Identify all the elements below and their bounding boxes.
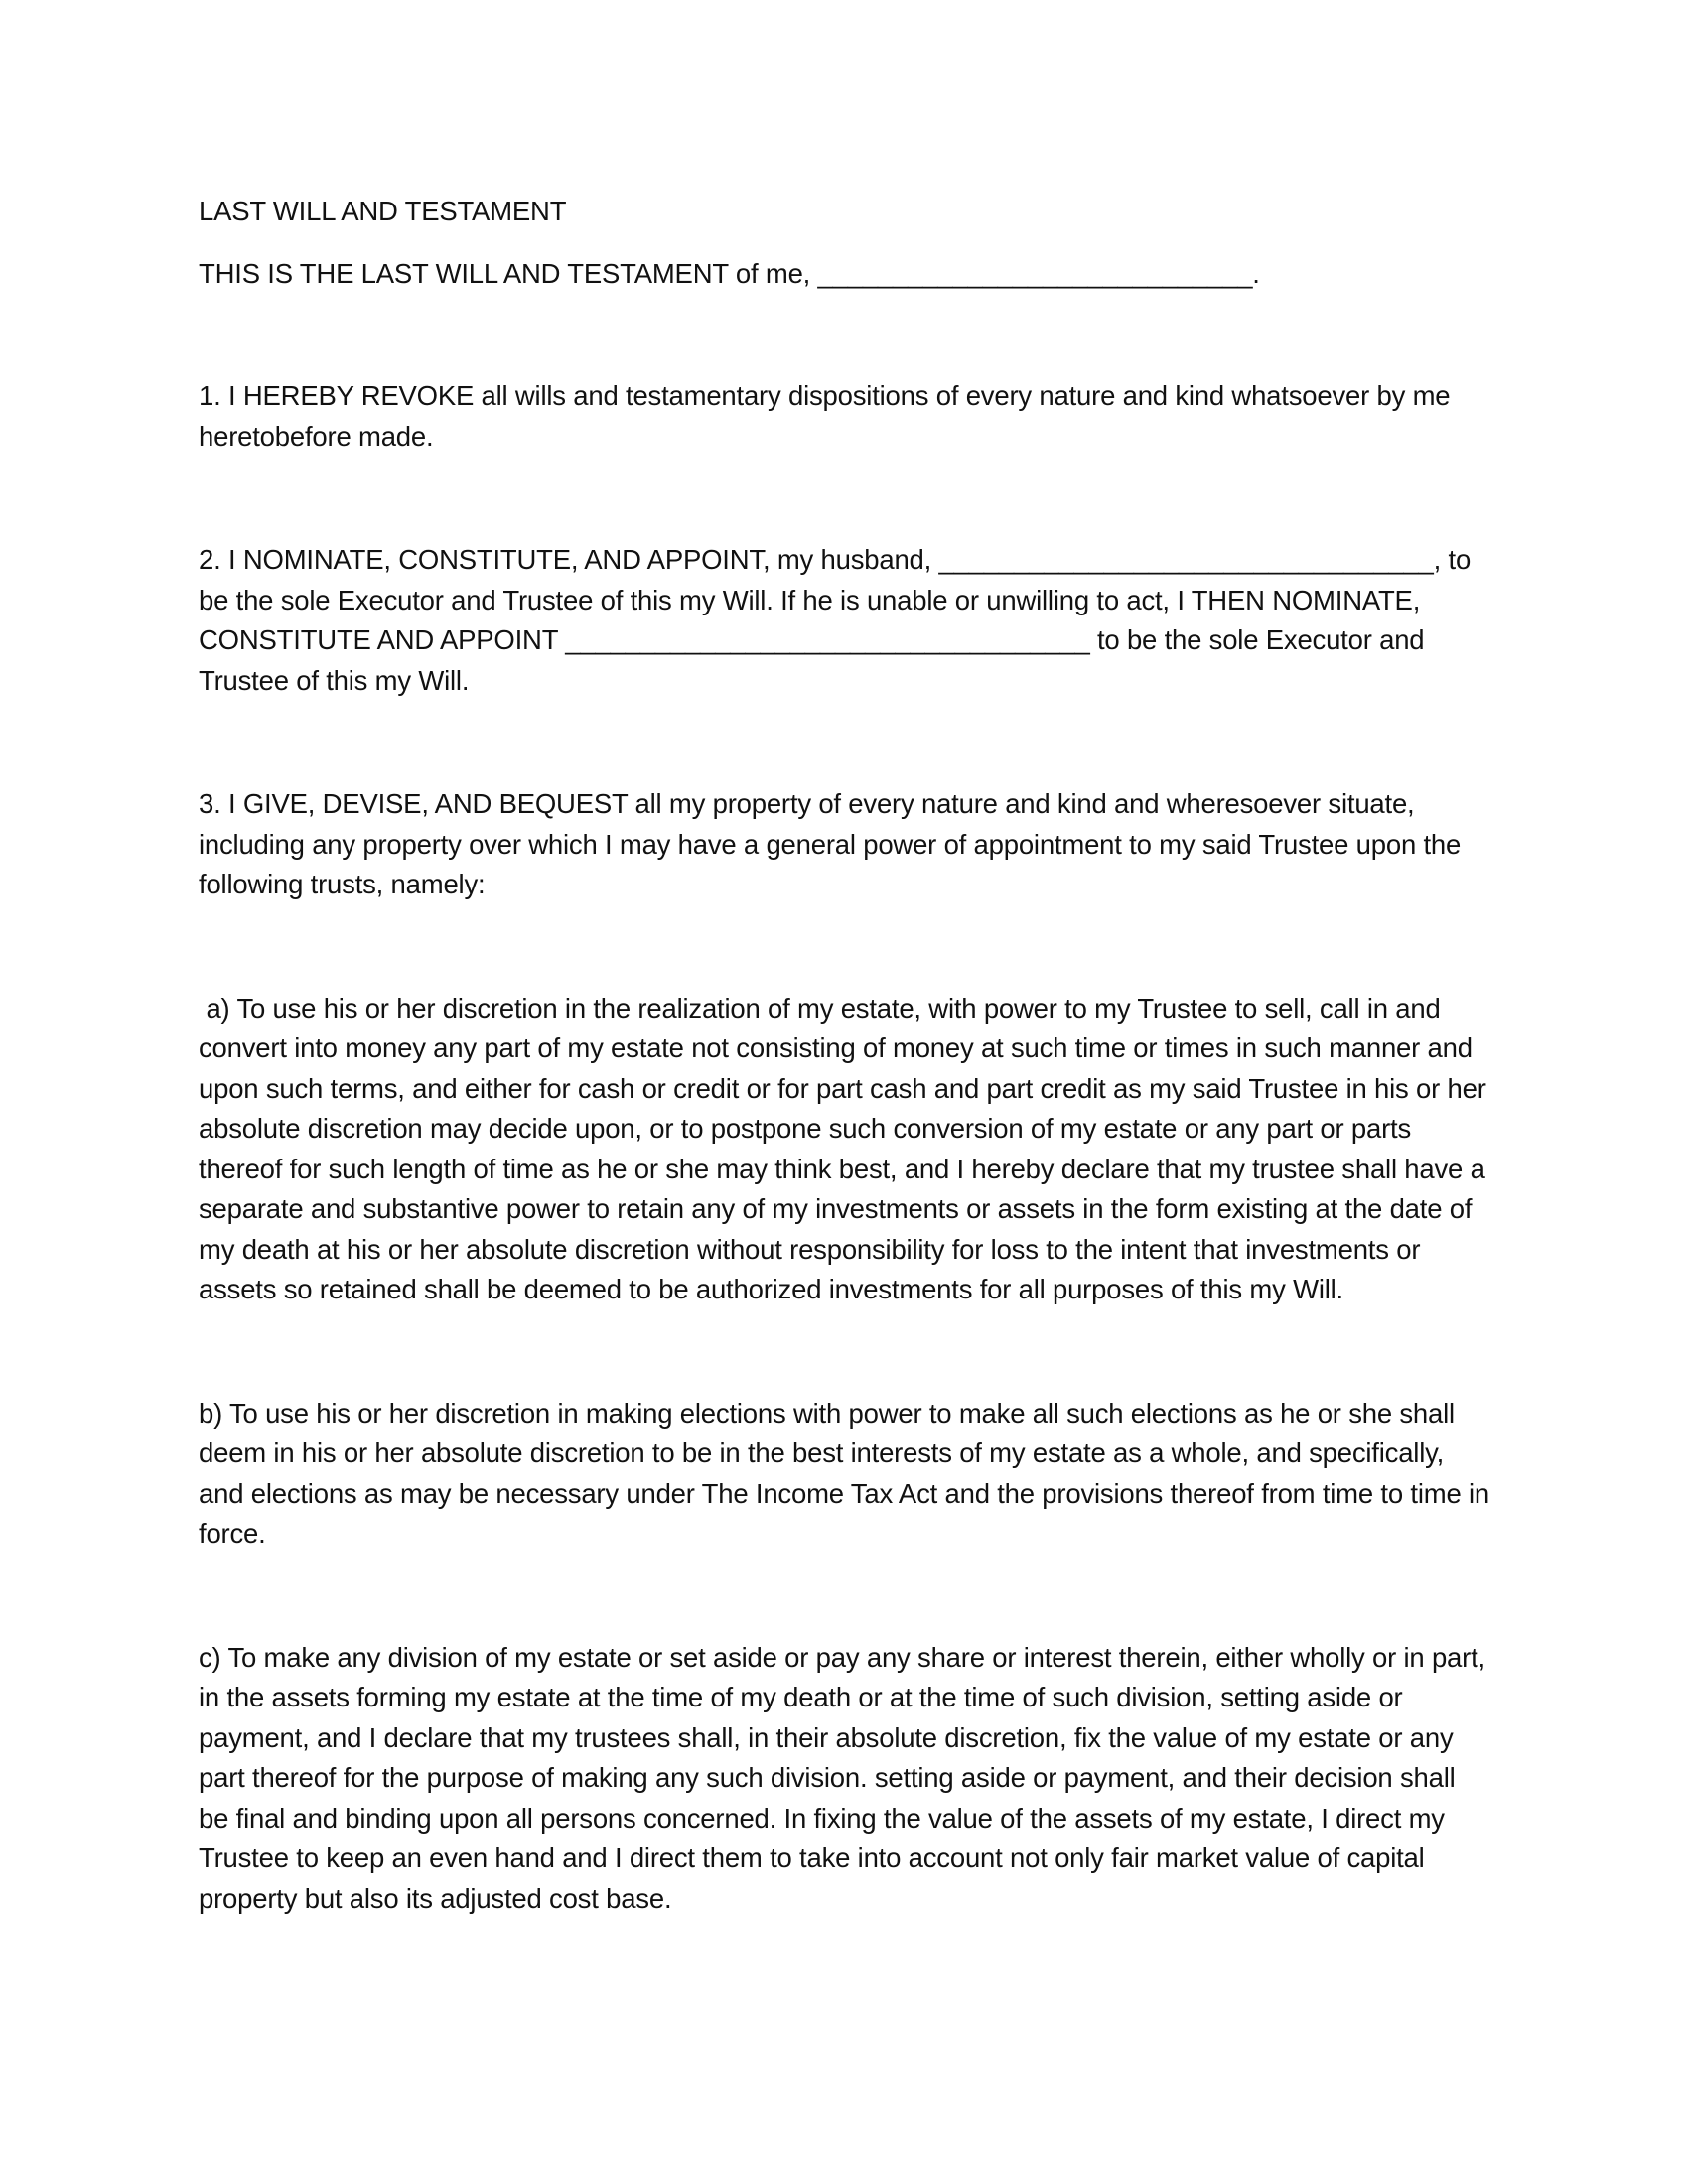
document-title: LAST WILL AND TESTAMENT xyxy=(199,196,567,226)
document-body xyxy=(199,192,1497,1919)
clause-3b-elections: b) To use his or her discretion in making elections with power to make all such elections as he or she shall deem in his or her absolute discretion to be in the best interests of my estate as a whole, and specifically, and elections as may be necessary under The Income Tax Act and the provisions thereof from time to time in force. xyxy=(199,1397,1497,1549)
intro-line: THIS IS THE LAST WILL AND TESTAMENT of me, _____________________________. xyxy=(199,257,1260,289)
clause-3a-realization: a) To use his or her discretion in the realization of my estate, with power to my Trustee to sell, call in and convert into money any part of my estate not consisting of money at such time or times in such manner and upon such terms, and either for cash or credit or for part cash and part credit as my said Trustee in his or her absolute discretion may decide upon, or to postpone such conversion of my estate or any part or parts thereof for such length of time as he or she may think best, and I hereby declare that my trustee shall have a separate and substantive power to retain any of my investments or assets in the form existing at the date of my death at his or her absolute discretion without responsibility for loss to the intent that investments or assets so retained shall be deemed to be authorized investments for all purposes of this my Will. xyxy=(199,992,1494,1304)
clause-3c-division: c) To make any division of my estate or set aside or pay any share or interest therein, either wholly or in part, in the assets forming my estate at the time of my death or at the time of such division, setting aside or payment, and I declare that my trustees shall, in their absolute discretion, fix the value of my estate or any part thereof for the purpose of making any such division. setting aside or payment, and their decision shall be final and binding upon all persons concerned. In fixing the value of the assets of my estate, I direct my Trustee to keep an even hand and I direct them to take into account not only fair market value of capital property but also its adjusted cost base. xyxy=(199,1641,1493,1914)
clause-1-revocation: 1. I HEREBY REVOKE all wills and testamentary dispositions of every nature and kind whatsoever by me heretobefore made. xyxy=(199,380,1458,452)
clause-3-bequest: 3. I GIVE, DEVISE, AND BEQUEST all my property of every nature and kind and wheresoever situate, including any property over which I may have a general power of appointment to my said Trustee upon the following trusts, namely: xyxy=(199,788,1469,899)
clause-2-executor-appointment: 2. I NOMINATE, CONSTITUTE, AND APPOINT, my husband, _________________________________, to be the sole Executor and Trustee of this my Will. If he is unable or unwilling to act, I THEN NOMINATE, CONSTITUTE AND APPOINT ___________________________________ to be the sole Executor and Trustee of this my Will. xyxy=(199,544,1478,696)
